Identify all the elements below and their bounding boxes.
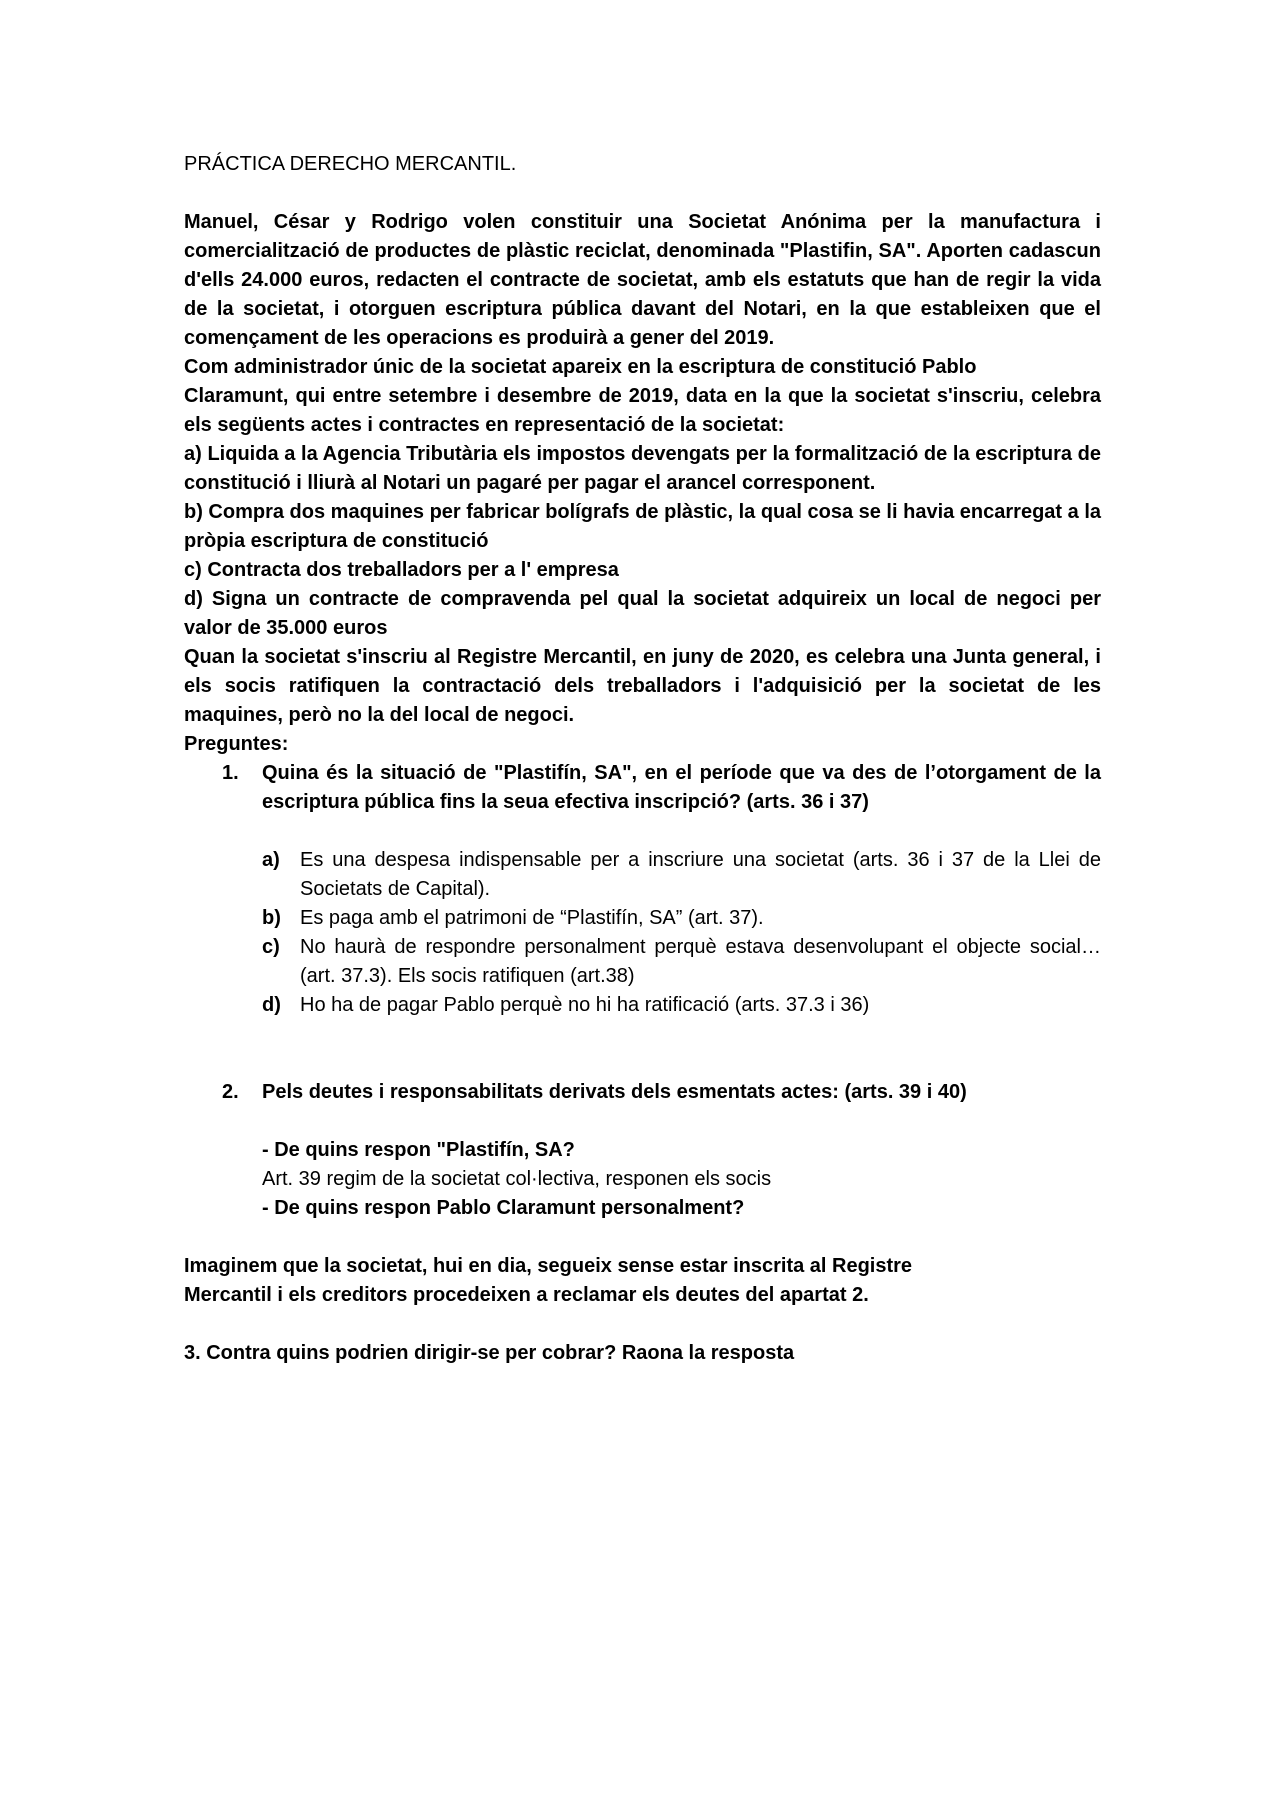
closing-line-2: Mercantil i els creditors procedeixen a reclamar els deutes del apartat 2. <box>184 1284 869 1306</box>
document-title: PRÁCTICA DERECHO MERCANTIL. <box>184 153 517 175</box>
question-2-text: Pels deutes i responsabilitats derivats dels esmentats actes: (arts. 39 i 40) <box>262 1081 967 1103</box>
document-page <box>184 150 1101 1368</box>
question-1-number: 1. <box>222 762 239 784</box>
closing-line-1: Imaginem que la societat, hui en dia, segueix sense estar inscrita al Registre <box>184 1255 913 1277</box>
administrator-paragraph: Claramunt, qui entre setembre i desembre de 2019, data en la que la societat s'inscriu, celebra els següents actes i contractes en representació de la societat: <box>184 385 1101 436</box>
act-a: a) Liquida a la Agencia Tributària els impostos devengats per la formalització de la escriptura de constitució i lliurà al Notari un pagaré per pagar el arancel corresponent. <box>184 443 1101 494</box>
act-c: c) Contracta dos treballadors per a l' empresa <box>184 559 619 581</box>
act-d: d) Signa un contracte de compravenda pel qual la societat adquireix un local de negoci per valor de 35.000 euros <box>184 588 1101 639</box>
question-1-text: Quina és la situació de "Plastifín, SA", en el període que va des de l’otorgament de la escriptura pública fins la seua efectiva inscripció? (arts. 36 i 37) <box>262 762 1101 813</box>
answer-text: Es una despesa indispensable per a inscriure una societat (arts. 36 i 37 de la Llei de Societats de Capital). <box>300 849 1101 900</box>
answer-label: c) <box>262 936 280 958</box>
answer-a <box>184 846 1101 904</box>
answer-label: d) <box>262 994 281 1016</box>
question-3: 3. Contra quins podrien dirigir-se per cobrar? Raona la resposta <box>184 1342 795 1364</box>
answer-d <box>184 991 1101 1020</box>
answer-label: b) <box>262 907 281 929</box>
questions-heading: Preguntes: <box>184 733 289 755</box>
answer-text: Ho ha de pagar Pablo perquè no hi ha ratificació (arts. 37.3 i 36) <box>300 994 870 1016</box>
intro-paragraph: Manuel, César y Rodrigo volen constituir una Societat Anónima per la manufactura i comercialització de productes de plàstic reciclat, denominada "Plastifin, SA". Aporten cadascun d'ells 24.000 euros, redacten el contracte de societat, amb els estatuts que han de regir la vida de la societat, i otorguen escriptura pública davant del Notari, en la que estableixen que el començament de les operacions es produirà a gener del 2019. <box>184 211 1101 349</box>
answer-label: a) <box>262 849 280 871</box>
question-1 <box>184 759 1101 817</box>
answer-text: Es paga amb el patrimoni de “Plastifín, SA” (art. 37). <box>300 907 764 929</box>
question-2-number: 2. <box>222 1081 239 1103</box>
answer-text: No haurà de respondre personalment perquè estava desenvolupant el objecte social… (art. 37.3). Els socis ratifiquen (art.38) <box>300 936 1101 987</box>
registration-paragraph: Quan la societat s'inscriu al Registre Mercantil, en juny de 2020, es celebra una Junta general, i els socis ratifiquen la contractació dels treballadors i l'adquisició per la societat de les maquines, però no la del local de negoci. <box>184 646 1101 726</box>
question-2 <box>184 1078 1101 1107</box>
question-2-sub2: - De quins respon Pablo Claramunt personalment? <box>262 1197 745 1219</box>
answer-c <box>184 933 1101 991</box>
question-2-sub1: - De quins respon "Plastifín, SA? <box>262 1139 575 1161</box>
administrator-line: Com administrador únic de la societat apareix en la escriptura de constitució Pablo <box>184 356 977 378</box>
answer-b <box>184 904 1101 933</box>
act-b: b) Compra dos maquines per fabricar bolígrafs de plàstic, la qual cosa se li havia encarregat a la pròpia escriptura de constitució <box>184 501 1101 552</box>
question-2-sub1-answer: Art. 39 regim de la societat col·lectiva, responen els socis <box>262 1168 772 1190</box>
